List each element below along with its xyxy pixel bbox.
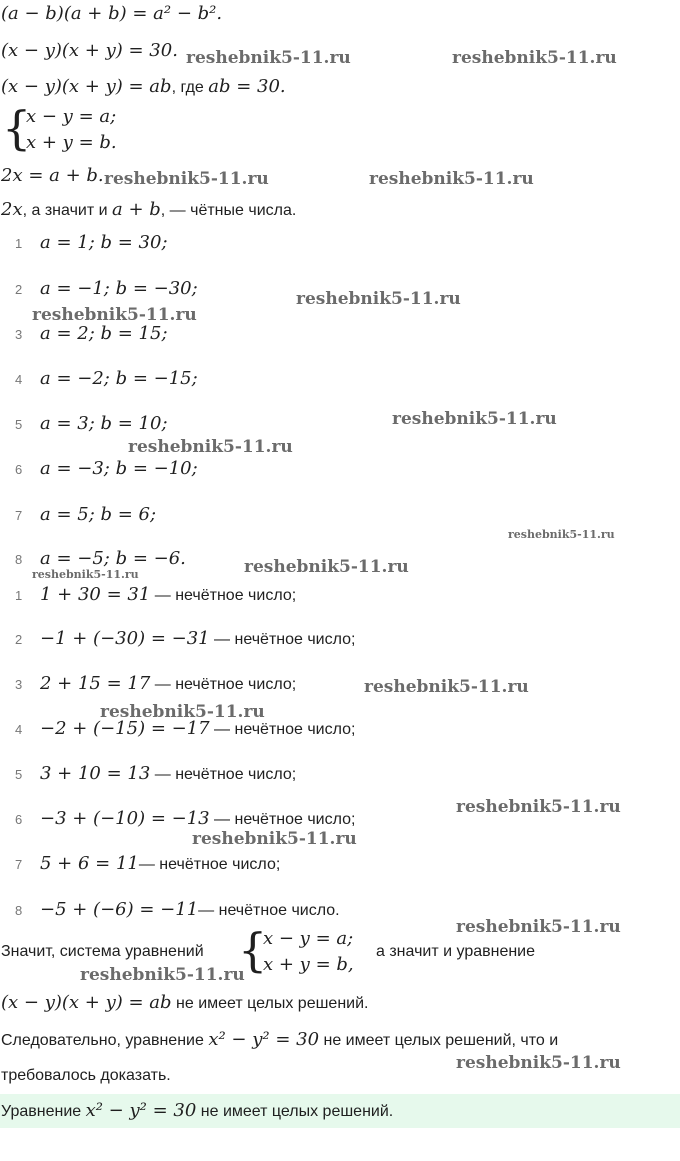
sum-expr: −2 + (−15) = −17 (40, 718, 210, 739)
case-expr: a = 1; b = 30; (40, 232, 168, 253)
left-brace-icon: { (238, 923, 268, 977)
list-item (0, 808, 355, 831)
text-no-solutions-qed: не имеет целых решений, что и (319, 1032, 559, 1049)
conclusion-line-3 (1, 1029, 558, 1052)
list-number: 1 (15, 587, 23, 603)
equation-ab-30: ab = 30. (208, 76, 286, 97)
list-item (0, 763, 296, 786)
sum-expr: 1 + 30 = 31 (40, 584, 151, 605)
watermark: reshebnik5-11.ru (456, 1053, 621, 1073)
sum-expr: 2 + 15 = 17 (40, 673, 151, 694)
sum-text: — нечётное число; (209, 811, 356, 828)
answer-equation: x² − y² = 30 (85, 1100, 197, 1121)
even-numbers-line (1, 199, 296, 222)
list-number: 5 (15, 416, 23, 432)
list-item (0, 232, 168, 255)
expr-2x: 2x (1, 199, 23, 220)
expr-a-plus-b: a + b (112, 199, 161, 220)
text-even-numbers: , — чётные числа. (160, 202, 297, 219)
equation-xy-ab: (x − y)(x + y) = ab (1, 992, 172, 1013)
sum-expr: 3 + 10 = 13 (40, 763, 151, 784)
case-expr: a = −1; b = −30; (40, 278, 198, 299)
case-expr: a = 5; b = 6; (40, 504, 157, 525)
case-expr: a = 2; b = 15; (40, 323, 168, 344)
watermark: reshebnik5-11.ru (456, 917, 621, 937)
sum-text: — нечётное число; (209, 631, 356, 648)
sum-text: — нечётное число; (150, 766, 297, 783)
sum-text: — нечётное число; (209, 721, 356, 738)
watermark: reshebnik5-11.ru (364, 677, 529, 697)
list-number: 8 (15, 551, 23, 567)
watermark: reshebnik5-11.ru (452, 48, 617, 68)
list-number: 7 (15, 856, 23, 872)
watermark: reshebnik5-11.ru (128, 437, 293, 457)
list-number: 3 (15, 326, 23, 342)
conclusion-text-proved: требовалось доказать. (1, 1067, 171, 1084)
watermark: reshebnik5-11.ru (104, 169, 269, 189)
system-eq-1a: x − y = a; (26, 106, 117, 127)
watermark: reshebnik5-11.ru (369, 169, 534, 189)
text-and-so: , а значит и (22, 202, 112, 219)
system-eq-2b: x + y = b, (263, 954, 354, 975)
answer-text-2: не имеет целых решений. (196, 1103, 394, 1120)
system-eq-1b: x + y = b. (26, 132, 117, 153)
list-item (0, 584, 296, 607)
equation-ab: (x − y)(x + y) = ab (1, 76, 172, 97)
list-item (0, 673, 296, 696)
list-number: 6 (15, 811, 23, 827)
conclusion-line-2 (1, 992, 368, 1015)
sum-text: — нечётное число; (150, 676, 297, 693)
list-number: 4 (15, 721, 23, 737)
list-item (0, 413, 168, 436)
equation-2x: 2x = a + b. (1, 165, 104, 186)
list-number: 7 (15, 507, 23, 523)
list-number: 6 (15, 461, 23, 477)
sum-text: — нечётное число; (150, 587, 297, 604)
list-number: 5 (15, 766, 23, 782)
list-number: 1 (15, 235, 23, 251)
sum-text: — нечётное число. (198, 902, 340, 919)
equation-product-30: (x − y)(x + y) = 30. (1, 40, 178, 61)
case-expr: a = −2; b = −15; (40, 368, 198, 389)
conclusion-text-system: Значит, система уравнений (1, 943, 204, 960)
sum-expr: 5 + 6 = 11 (40, 853, 139, 874)
list-number: 2 (15, 631, 23, 647)
list-number: 8 (15, 902, 23, 918)
list-item (0, 628, 355, 651)
watermark: reshebnik5-11.ru (392, 409, 557, 429)
answer-line (1, 1100, 393, 1123)
watermark: reshebnik5-11.ru (296, 289, 461, 309)
equation-ab-line (1, 76, 286, 99)
formula-difference-of-squares: (a − b)(a + b) = a² − b². (1, 3, 223, 24)
list-number: 2 (15, 281, 23, 297)
list-item (0, 323, 168, 346)
list-item (0, 899, 340, 922)
list-item (0, 278, 198, 301)
text-no-integer-solutions: не имеет целых решений. (171, 995, 369, 1012)
system-eq-2a: x − y = a; (263, 928, 354, 949)
list-number: 3 (15, 676, 23, 692)
sum-text: — нечётное число; (138, 856, 281, 873)
left-brace-icon: { (2, 101, 32, 155)
list-item (0, 458, 198, 481)
text-where: , где (171, 79, 209, 96)
case-expr: a = −3; b = −10; (40, 458, 198, 479)
answer-text-1: Уравнение (1, 1103, 86, 1120)
watermark: reshebnik5-11.ru (100, 702, 265, 722)
watermark: reshebnik5-11.ru (508, 528, 615, 541)
watermark: reshebnik5-11.ru (456, 797, 621, 817)
case-expr: a = 3; b = 10; (40, 413, 168, 434)
watermark: reshebnik5-11.ru (244, 557, 409, 577)
list-item (0, 504, 156, 527)
watermark: reshebnik5-11.ru (186, 48, 351, 68)
sum-expr: −1 + (−30) = −31 (40, 628, 210, 649)
list-number: 4 (15, 371, 23, 387)
watermark: reshebnik5-11.ru (32, 305, 197, 325)
list-item (0, 368, 198, 391)
text-therefore: Следовательно, уравнение (1, 1032, 209, 1049)
sum-expr: −3 + (−10) = −13 (40, 808, 210, 829)
system-of-equations-1 (0, 101, 200, 156)
system-of-equations-2 (238, 925, 378, 979)
watermark: reshebnik5-11.ru (32, 568, 139, 581)
answer-box (0, 1094, 680, 1128)
watermark: reshebnik5-11.ru (192, 829, 357, 849)
conclusion-text-equation: а значит и уравнение (376, 943, 536, 960)
equation-x2-y2-30: x² − y² = 30 (208, 1029, 320, 1050)
sum-expr: −5 + (−6) = −11 (40, 899, 199, 920)
watermark: reshebnik5-11.ru (80, 965, 245, 985)
case-expr: a = −5; b = −6. (40, 548, 186, 569)
list-item (0, 853, 280, 876)
